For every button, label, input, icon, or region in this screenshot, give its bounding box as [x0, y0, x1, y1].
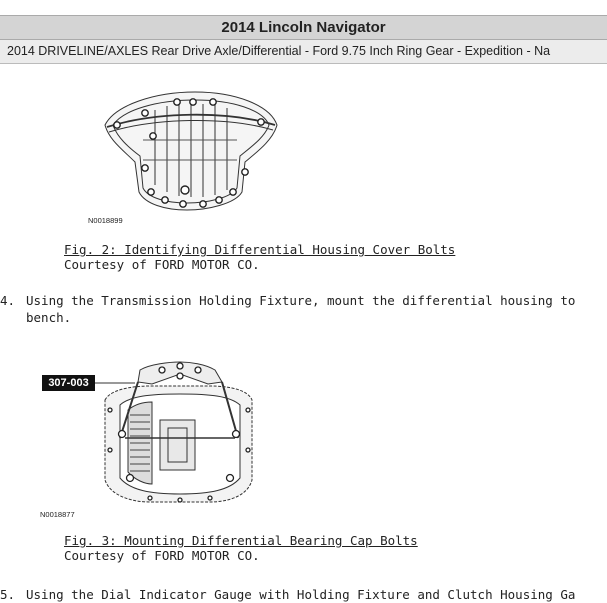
document-title: 2014 Lincoln Navigator — [0, 15, 607, 40]
figure-caption — [64, 242, 455, 272]
figure-courtesy: Courtesy of FORD MOTOR CO. — [64, 257, 260, 272]
figure-caption — [64, 533, 418, 563]
figure-title: Fig. 3: Mounting Differential Bearing Cap Bolts — [64, 533, 418, 548]
holding-fixture-illustration — [90, 360, 265, 510]
figure-courtesy: Courtesy of FORD MOTOR CO. — [64, 548, 260, 563]
figure-code: N0018877 — [40, 510, 75, 519]
step-text: Using the Dial Indicator Gauge with Holding Fixture and Clutch Housing Ga — [26, 587, 576, 602]
figure-code: N0018899 — [88, 216, 123, 225]
housing-cover-illustration — [95, 80, 285, 215]
step-number: 4. — [0, 293, 16, 308]
tool-number-label: 307-003 — [42, 375, 95, 391]
step-item — [0, 292, 575, 326]
figure-title: Fig. 2: Identifying Differential Housing Cover Bolts — [64, 242, 456, 257]
step-text: Using the Transmission Holding Fixture, mount the differential housing to — [26, 293, 576, 308]
document-breadcrumb: 2014 DRIVELINE/AXLES Rear Drive Axle/Differential - Ford 9.75 Inch Ring Gear - Expedition - Na — [0, 40, 607, 64]
step-number: 5. — [0, 587, 16, 602]
step-text-continued: bench. — [26, 310, 72, 325]
